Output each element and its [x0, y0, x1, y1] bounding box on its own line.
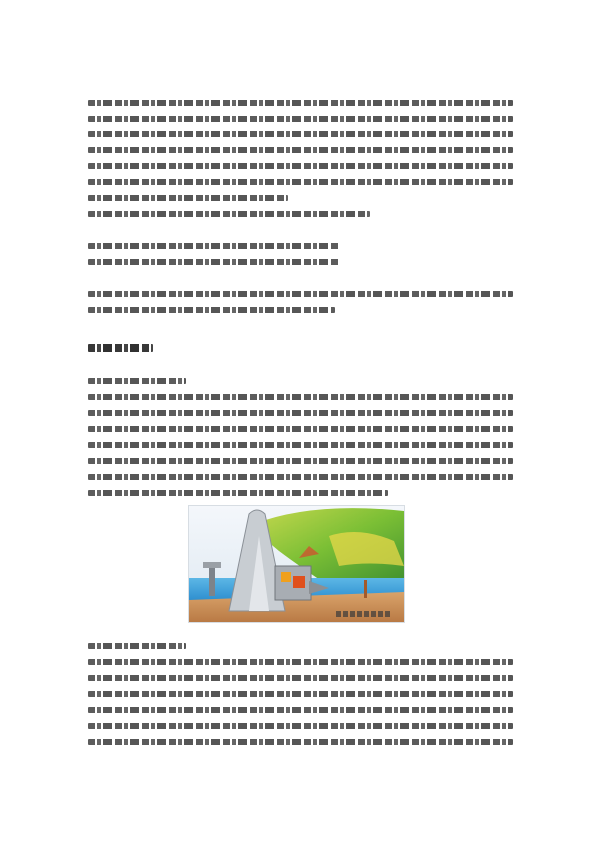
text-run [88, 307, 335, 313]
text-run [88, 691, 513, 697]
text-run [88, 378, 186, 384]
paragraph-line [88, 691, 513, 697]
text-run [88, 410, 513, 416]
text-run [88, 723, 513, 729]
paragraph-line [88, 179, 513, 185]
paragraph-line [88, 490, 388, 496]
figure-caption [336, 611, 390, 617]
paragraph-line [88, 426, 513, 432]
text-run [88, 211, 370, 217]
paragraph-line [88, 474, 513, 480]
text-run [88, 291, 513, 297]
paragraph-line [88, 131, 513, 137]
volcano-illustration [189, 506, 404, 622]
paragraph-line [88, 675, 513, 681]
subheading-2 [88, 643, 186, 649]
paragraph-line [88, 458, 513, 464]
illustration-figure [188, 505, 405, 623]
subheading-1 [88, 378, 186, 384]
paragraph-line [88, 195, 288, 201]
lead-in-text [88, 211, 370, 217]
text-run [88, 474, 513, 480]
text-run [88, 490, 388, 496]
text-run [88, 707, 513, 713]
paragraph-line [88, 291, 513, 297]
text-run [88, 659, 513, 665]
fire-glow-2 [293, 576, 305, 588]
text-run [88, 131, 513, 137]
text-run [88, 195, 288, 201]
text-run [88, 116, 513, 122]
formula-line [88, 243, 340, 249]
text-run [88, 739, 513, 745]
paragraph-line [88, 116, 513, 122]
text-run [88, 675, 513, 681]
text-run [88, 243, 340, 249]
paragraph-line [88, 659, 513, 665]
section-heading [88, 344, 153, 352]
paragraph-line [88, 707, 513, 713]
text-run [88, 458, 513, 464]
pole [364, 580, 367, 598]
text-run [88, 163, 513, 169]
paragraph-line [88, 410, 513, 416]
tower-top [203, 562, 221, 568]
text-run [88, 394, 513, 400]
tower [209, 566, 215, 596]
text-run [88, 643, 186, 649]
text-run [88, 259, 340, 265]
text-run [88, 442, 513, 448]
text-run [88, 344, 153, 352]
paragraph-line [88, 739, 513, 745]
text-run [88, 426, 513, 432]
paragraph-line [88, 307, 335, 313]
text-run [88, 179, 513, 185]
formula-line [88, 259, 340, 265]
paragraph-line [88, 147, 513, 153]
text-run [88, 100, 513, 106]
paragraph-line [88, 442, 513, 448]
fire-glow [281, 572, 291, 582]
paragraph-line [88, 394, 513, 400]
text-run [88, 147, 513, 153]
paragraph-line [88, 100, 513, 106]
paragraph-line [88, 723, 513, 729]
paragraph-line [88, 163, 513, 169]
